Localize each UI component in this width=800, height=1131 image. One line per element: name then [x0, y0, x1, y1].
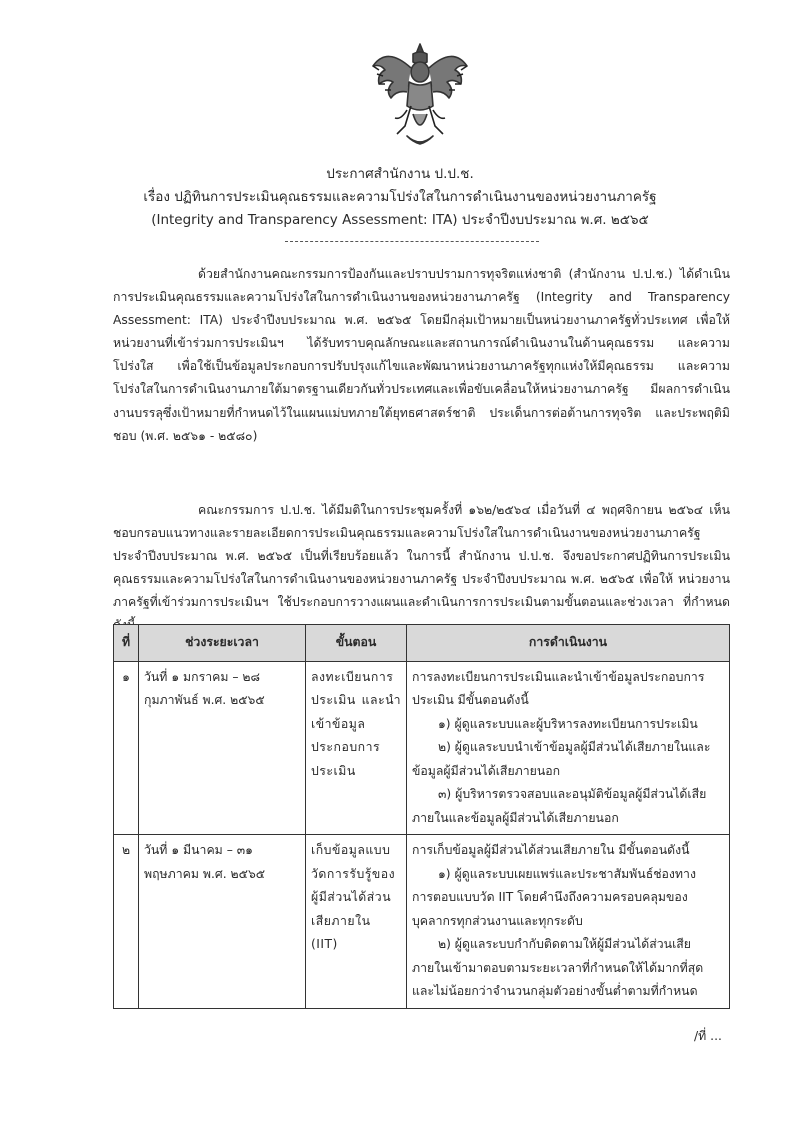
operation-item: ๑) ผู้ดูแลระบบและผู้บริหารลงทะเบียนการประเมิน: [438, 716, 698, 731]
title-divider: [285, 241, 539, 242]
body-paragraph-2: คณะกรรมการ ป.ป.ช. ได้มีมติในการประชุมครั้งที่ ๑๖๒/๒๕๖๔ เมื่อวันที่ ๔ พฤศจิกายน ๒๕๖๔ เห็นชอบกรอบแนวทางและรายละเอียดการประเมินคุณธรรมและความโปร่งใสในการดำเนินงานของหน่วยงานภาครัฐ ประจำปีงบประมาณ พ.ศ. ๒๕๖๕ เป็นที่เรียบร้อยแล้ว ในการนี้ สำนักงาน ป.ป.ช. จึงขอประกาศปฏิทินการประเมิน คุณธรรมและความโปร่งใสในการดำเนินงานของหน่วยงานภาครัฐ ประจำปีงบประมาณ พ.ศ. ๒๕๖๕ เพื่อให้ หน่วยงานภาครัฐที่เข้าร่วมการประเมินฯ ใช้ประกอบการวางแผนและดำเนินการการประเมินตามขั้นตอนและช่วงเวลา ที่กำหนด: [113, 503, 730, 610]
operation-item-continued: บุคลากรทุกส่วนงานและทุกระดับ: [412, 913, 583, 928]
announcement-subject: เรื่อง ปฏิทินการประเมินคุณธรรมและความโปร่งใสในการดำเนินงานของหน่วยงานภาครัฐ: [143, 189, 657, 205]
operation-item-continued: ภายในและข้อมูลผู้มีส่วนได้เสียภายนอก: [412, 810, 619, 825]
row-period: วันที่ ๑ มกราคม – ๒๘ กุมภาพันธ์ พ.ศ. ๒๕๖๕: [139, 661, 306, 835]
row-step: ลงทะเบียนการประเมิน และนำเข้าข้อมูลประกอบการประเมิน: [306, 661, 407, 835]
row-period: วันที่ ๑ มีนาคม – ๓๑ พฤษภาคม พ.ศ. ๒๕๖๕: [139, 835, 306, 1009]
row-number: ๒: [114, 835, 139, 1009]
table-row: [114, 661, 730, 835]
operation-item-continued: ข้อมูลผู้มีส่วนได้เสียภายนอก: [412, 763, 561, 778]
operation-intro: การเก็บข้อมูลผู้มีส่วนได้ส่วนเสียภายใน มีขั้นตอนดังนี้: [412, 843, 690, 857]
table-header-row: [114, 625, 730, 662]
page-continuation: /ที่ ...: [694, 1029, 722, 1043]
body-paragraph-1: ด้วยสำนักงานคณะกรรมการป้องกันและปราบปรามการทุจริตแห่งชาติ (สำนักงาน ป.ป.ช.) ได้ดำเนินการประเมินคุณธรรมและความโปร่งใสในการดำเนินงานของหน่วยงานภาครัฐ (Integrity and Transparency Assessment: ITA) ประจำปีงบประมาณ พ.ศ. ๒๕๖๕ โดยมีกลุ่มเป้าหมายเป็นหน่วยงานภาครัฐทั่วประเทศ เพื่อให้หน่วยงานที่เข้าร่วมการประเมินฯ ได้รับทราบคุณลักษณะและสถานการณ์ดำเนินงานในด้านคุณธรรม และความโปร่งใส เพื่อใช้เป็นข้อมูลประกอบการปรับปรุงแก้ไขและพัฒนาหน่วยงานภาครัฐทุกแห่งให้มีคุณธรรม และความโปร่งใสในการดำเนินงานภายใต้มาตรฐานเดียวกันทั่วประเทศและเพื่อขับเคลื่อนให้หน่วยงานภาครัฐ มีผลการดำเนินงานบรรลุซึ่งเป้าหมายที่กำหนดไว้ในแผนแม่บทภายใต้ยุทธศาสตร์ชาติ ประเด็นการต่อต้านการทุจริต และประพฤติมิชอบ (พ.ศ. ๒๕๖๑ - ๒๕๘๐): [113, 267, 730, 443]
operation-intro: การลงทะเบียนการประเมินและนำเข้าข้อมูลประกอบการประเมิน มีขั้นตอนดังนี้: [412, 669, 705, 707]
announcement-subject-line2: (Integrity and Transparency Assessment: ITA) ประจำปีงบประมาณ พ.ศ. ๒๕๖๕: [151, 212, 649, 228]
operation-item: ๒) ผู้ดูแลระบบกำกับติดตามให้ผู้มีส่วนได้ส่วนเสีย: [438, 937, 691, 951]
operation-item-continued: การตอบแบบวัด IIT โดยคำนึงถึงความครอบคลุมของ: [412, 890, 688, 904]
schedule-table: [113, 624, 730, 1009]
operation-item: ๑) ผู้ดูแลระบบเผยแพร่และประชาสัมพันธ์ช่องทาง: [438, 866, 696, 881]
garuda-emblem-icon: [367, 40, 473, 152]
row-number: ๑: [114, 661, 139, 835]
announcement-issuer: ประกาศสำนักงาน ป.ป.ช.: [326, 166, 474, 182]
column-header-operation: การดำเนินงาน: [407, 625, 730, 662]
column-header-no: ที่: [114, 625, 139, 662]
operation-item: ๓) ผู้บริหารตรวจสอบและอนุมัติข้อมูลผู้มีส่วนได้เสีย: [438, 787, 707, 801]
operation-item-continued: และไม่น้อยกว่าจำนวนกลุ่มตัวอย่างขั้นต่ำตามที่กำหนด: [412, 984, 698, 998]
operation-item: ๒) ผู้ดูแลระบบนำเข้าข้อมูลผู้มีส่วนได้เสียภายในและ: [438, 740, 711, 754]
table-row: [114, 835, 730, 1009]
row-operation: [407, 661, 730, 835]
column-header-period: ช่วงระยะเวลา: [139, 625, 306, 662]
row-operation: [407, 835, 730, 1009]
column-header-step: ขั้นตอน: [306, 625, 407, 662]
row-step: เก็บข้อมูลแบบวัดการรับรู้ของผู้มีส่วนได้ส่วนเสียภายใน (IIT): [306, 835, 407, 1009]
operation-item-continued: ภายในเข้ามาตอบตามระยะเวลาที่กำหนดให้ได้มากที่สุด: [412, 960, 704, 975]
